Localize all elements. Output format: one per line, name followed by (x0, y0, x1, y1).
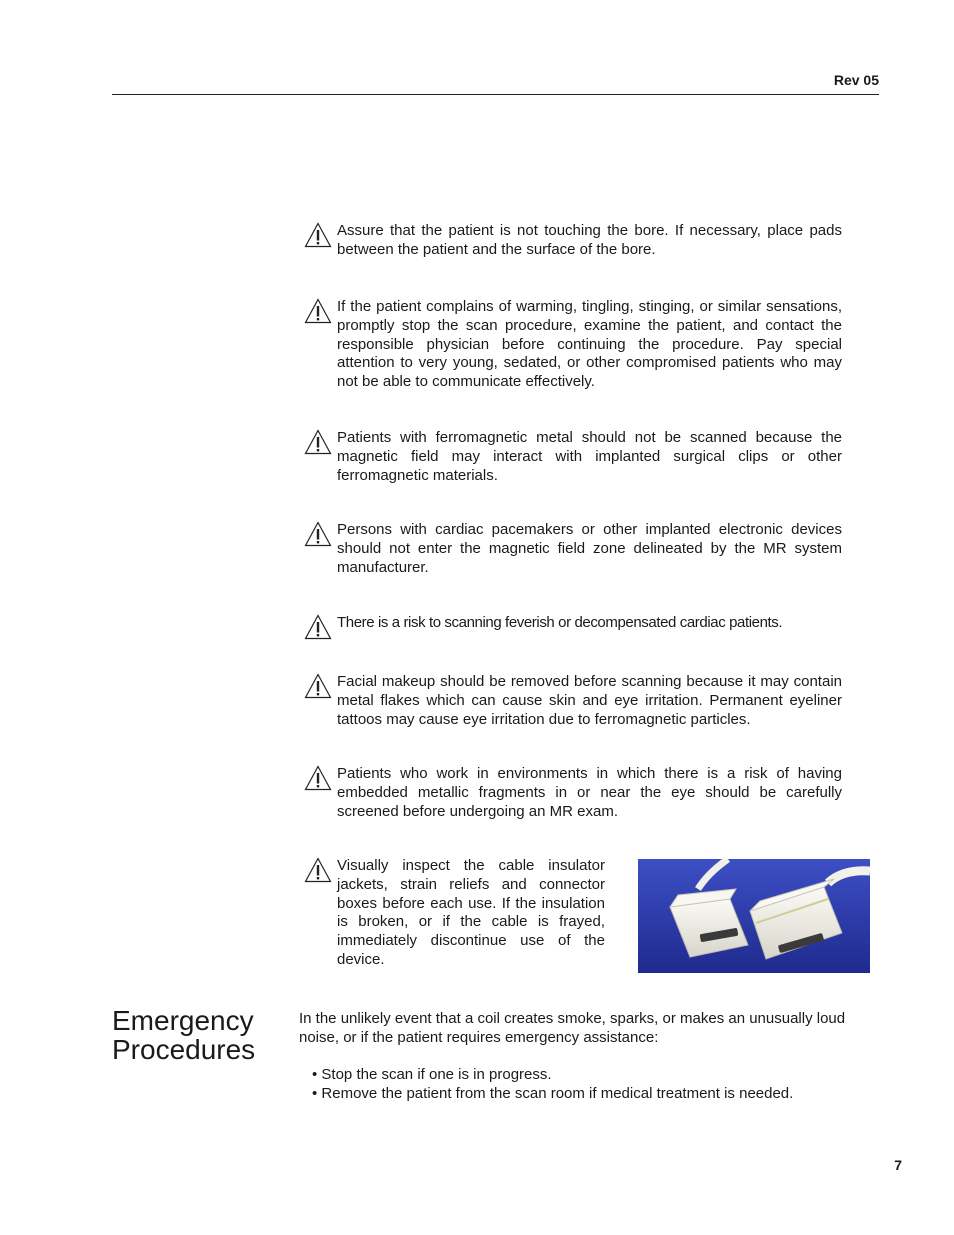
section-title-line: Emergency (112, 1005, 254, 1036)
warning-triangle-icon (304, 222, 332, 248)
warning-item (304, 673, 842, 729)
section-title (112, 1006, 255, 1064)
warning-text: Patients who work in environments in which there is a risk of having embedded metallic fragments in or near the eye should be carefully screened before undergoing an MR exam. (337, 765, 842, 820)
warning-triangle-icon (304, 614, 332, 640)
warning-triangle-icon (304, 298, 332, 324)
warning-triangle-icon (304, 673, 332, 699)
warning-item (304, 765, 842, 821)
page-number: 7 (894, 1157, 902, 1173)
header-rule (112, 94, 879, 95)
list-item: • Remove the patient from the scan room if medical treatment is needed. (312, 1085, 793, 1104)
warning-text: If the patient complains of warming, tingling, stinging, or similar sensations, promptly stop the scan procedure, examine the patient, and contact the responsible physician before continuing the procedure. Pay special attention to very young, sedated, or other compromised patients who may not be able to communicate effectively. (337, 298, 842, 391)
emergency-intro: In the unlikely event that a coil creates smoke, sparks, or makes an unusually loud noise, or if the patient requires emergency assistance: (299, 1010, 846, 1046)
warning-text: Patients with ferromagnetic metal should not be scanned because the magnetic field may interact with implanted surgical clips or other ferromagnetic materials. (337, 429, 842, 484)
emergency-steps-list (312, 1066, 793, 1104)
warning-item (304, 521, 842, 577)
list-item: • Stop the scan if one is in progress. (312, 1066, 793, 1085)
warning-text: Persons with cardiac pacemakers or other implanted electronic devices should not enter the magnetic field zone delineated by the MR system manufacturer. (337, 521, 842, 576)
warning-triangle-icon (304, 857, 332, 883)
warning-item (304, 298, 842, 392)
revision-label: Rev 05 (833, 72, 879, 88)
warning-text: There is a risk to scanning feverish or decompensated cardiac patients. (337, 614, 783, 631)
connector-boxes-photo (638, 859, 870, 973)
warning-text: Visually inspect the cable insulator jackets, strain reliefs and connector boxes before each use. If the insulation is broken, or if the cable is frayed, immediately discontinue use of the device. (337, 857, 605, 968)
warning-item (304, 614, 842, 633)
warning-triangle-icon (304, 521, 332, 547)
section-title-line: Procedures (112, 1034, 256, 1065)
warning-triangle-icon (304, 429, 332, 455)
warning-item (304, 222, 842, 260)
warning-text: Facial makeup should be removed before scanning because it may contain metal flakes which can cause skin and eye irritation. Permanent eyeliner tattoos may cause eye irritation due to ferromagnetic particles. (337, 673, 842, 728)
warning-triangle-icon (304, 765, 332, 791)
warning-text: Assure that the patient is not touching the bore. If necessary, place pads between the patient and the surface of the bore. (337, 222, 842, 258)
warning-item (304, 429, 842, 485)
warning-item (304, 857, 605, 970)
